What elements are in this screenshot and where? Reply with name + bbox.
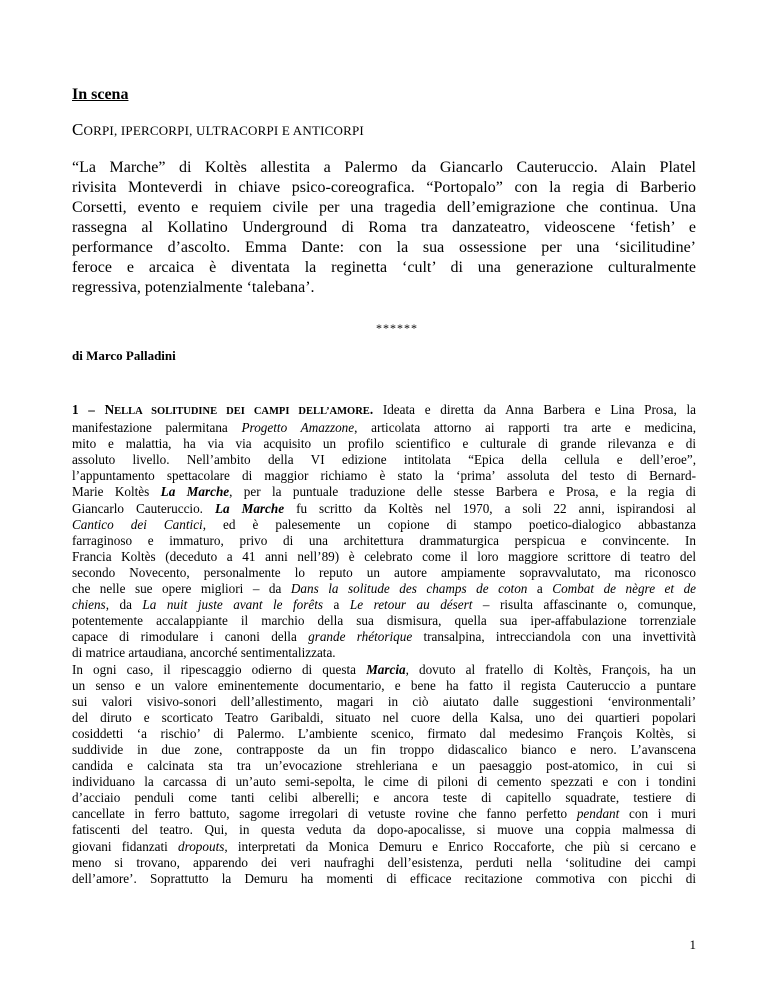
body-line: suddivide in due zone, contrapposte da un fin troppo didascalico bianco e nero. L’avanscena: [72, 741, 696, 757]
headline-rest: ORPI, IPERCORPI, ULTRACORPI E ANTICORPI: [83, 123, 364, 138]
section-kicker: In scena: [72, 86, 129, 103]
body-line: del diruto e scorticato Teatro Garibaldi, situato nel cuore della Kalsa, uno dei quartieri popolari: [72, 709, 696, 725]
body-line: meno si trovano, apparendo dei veri naufraghi dell’esistenza, perduti nella ‘solitudine dei campi: [72, 854, 696, 870]
intro-line: rassegna al Kollatino Underground di Roma tra danzateatro, videoscene ‘fetish’ e: [72, 219, 696, 236]
body-line: Giancarlo Cauteruccio. La Marche fu scritto da Koltès nel 1970, a soli 22 anni, ispirandosi al: [72, 500, 696, 516]
intro-line: feroce e arcaica è diventata la reginetta ‘cult’ di una generazione culturalmente: [72, 259, 696, 276]
body-line: cancellate in ferro battuto, sagome irregolari di vetuste rovine che fanno perfetto pendant con i muri: [72, 806, 697, 822]
article-body: [72, 402, 696, 887]
body-line: dell’amore’. Soprattutto la Demuru ha momenti di efficace recitazione commotiva con picchi di: [72, 870, 696, 886]
body-line: secondo Novecento, personalmente lo reputo un autore ampiamente sopravvalutato, ma riconosco: [72, 564, 696, 580]
body-line: manifestazione palermitana Progetto Amazzone, articolata attorno ai rapporti tra arte e medicina,: [72, 420, 696, 436]
body-line: candida e calcinata sta tra un’evocazione strehleriana e un paesaggio post-atomico, in cui si: [72, 758, 696, 774]
body-line: Francia Koltès (deceduto a 41 anni nell’89) è celebrato come il loro maggiore scrittore di teatro del: [72, 548, 696, 564]
body-line: chiens, da La nuit juste avant le forêts a Le retour au désert – risulta affascinante o, comunque,: [72, 597, 696, 613]
intro-line: regressiva, potenzialmente ‘talebana’.: [72, 279, 315, 296]
separator: ******: [376, 321, 418, 335]
headline-initial: C: [72, 120, 84, 139]
body-line: Marie Koltès La Marche, per la puntuale traduzione delle stesse Barbera e Prosa, e la regia di: [72, 484, 696, 500]
body-line: farraginoso e immaturo, privo di una architettura drammaturgica perspicua e convincente. In: [72, 532, 696, 548]
body-line: l’appuntamento spettacolare di maggior richiamo è stato la ‘prima’ assoluta del testo di Bernard-: [72, 468, 696, 484]
intro-line: rivisita Monteverdi in chiave psico-coreografica. “Portopalo” con la regia di Barberio: [72, 179, 696, 196]
intro-line: “La Marche” di Koltès allestita a Palermo da Giancarlo Cauteruccio. Alain Platel: [72, 159, 696, 176]
body-line: fatiscenti del teatro. Qui, in questa veduta da dopo-apocalisse, si muove una coppia malmessa di: [72, 822, 696, 838]
body-line: 1 – NELLA SOLITUDINE DEI CAMPI DELL’AMORE. Ideata e diretta da Anna Barbera e Lina Prosa, la: [72, 402, 697, 417]
body-line: mito e malattia, ha via via acquisito un profilo scientifico e culturale di grande rilevanza e di: [72, 436, 696, 452]
article-intro: [72, 158, 696, 298]
body-line: d’acciaio penduli come tanti celibi alberelli; e ancora teste di capitello squadrate, testiere di: [72, 790, 696, 806]
section-title: 1 – NELLA SOLITUDINE DEI CAMPI DELL’AMORE.: [72, 402, 374, 417]
body-line: potentemente accalappiante il marchio della sua dismisura, quella sua iper-affabulazione torrenziale: [72, 613, 696, 629]
body-line: sui valori visivo-sonori dell’allestimento, magari in ciò aiutato dalle suggestioni ‘environmentali’: [72, 693, 696, 709]
body-line: In ogni caso, il ripescaggio odierno di questa Marcia, dovuto al fratello di Koltès, François, ha un: [72, 661, 697, 677]
body-line: Cantico dei Cantici, ed è palesemente un copione di stampo poetico-dialogico abbastanza: [72, 516, 696, 532]
author-byline: di Marco Palladini: [72, 348, 176, 363]
body-line: capace di rimodulare i canoni della grande rhétorique transalpina, intrecciandola con una invettività: [72, 629, 696, 645]
body-line: cosiddetti ‘a rischio’ di Palermo. L’ambiente scenico, firmato dal medesimo François Koltès, si: [72, 725, 696, 741]
intro-line: performance d’ascolto. Emma Dante: con la sua ossessione per una ‘sicilitudine’: [72, 239, 696, 256]
body-line: un senso e un valore eminentemente documentario, e bene ha fatto il regista Cauteruccio a puntare: [72, 677, 696, 693]
body-line: giovani fidanzati dropouts, interpretati da Monica Demuru e Enrico Roccaforte, che più si cercano e: [72, 838, 697, 854]
body-line: individuano la carcassa di un’auto semi-sepolta, le cime di piloni di cemento spezzati e con i tondini: [72, 774, 696, 790]
page-number: 1: [689, 937, 696, 952]
body-line: di matrice artaudiana, ancorché sentimentalizzata.: [72, 645, 336, 661]
intro-line: Corsetti, evento e requiem civile per una tragedia dell’emigrazione che continua. Una: [72, 199, 696, 216]
body-line: che nelle sue opere migliori – da Dans la solitude des champs de coton a Combat de nègre et de: [72, 581, 697, 597]
body-line: assoluto livello. Nell’ambito della VI edizione intitolata “Epica della cellula e dell’eroe”,: [72, 452, 696, 468]
article-headline: [72, 120, 712, 140]
